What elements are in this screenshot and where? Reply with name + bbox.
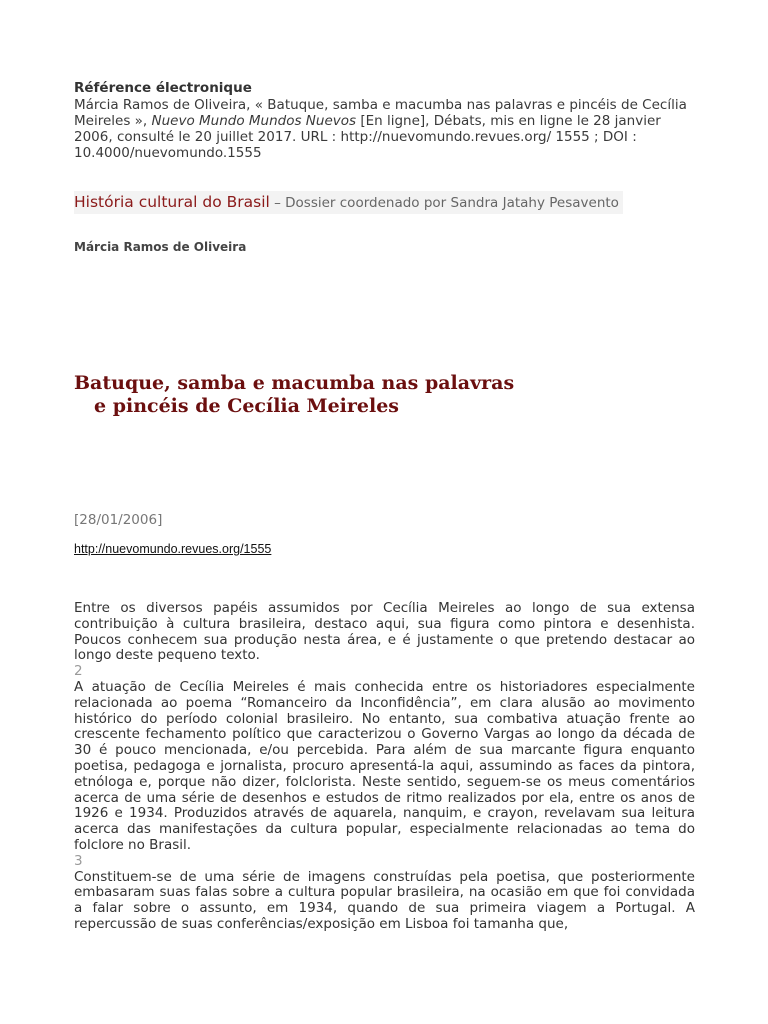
article-title-line-2: e pincéis de Cecília Meireles — [94, 395, 399, 417]
journal-name: Nuevo Mundo Mundos Nuevos — [151, 113, 357, 129]
reference-block — [74, 80, 696, 161]
reference-citation — [74, 97, 696, 161]
dossier-coordinator: – Dossier coordenado por Sandra Jatahy Pesavento — [269, 195, 619, 211]
article-title-line-1: Batuque, samba e macumba nas palavras — [74, 372, 515, 394]
paragraph-number-3[interactable]: 3 — [74, 852, 83, 869]
dossier-banner — [74, 191, 623, 214]
author-name: Márcia Ramos de Oliveira — [74, 240, 247, 254]
publication-date: [28/01/2006] — [74, 512, 163, 528]
dossier-topic-link[interactable]: História cultural do Brasil — [74, 193, 270, 211]
paragraph-3: Constituem-se de uma série de imagens construídas pela poetisa, que posteriormente embasaram suas falas sobre a cultura popular brasileira, na ocasião em que foi convidada a falar sobre o assunto, em 1934, quando de sua primeira viagem a Portugal. A repercussão de suas conferências/exposição em Lisboa foi tamanha que, — [74, 868, 695, 932]
paragraph-2: A atuação de Cecília Meireles é mais conhecida entre os historiadores especialmente relacionada ao poema “Romanceiro da Inconfidência”, em clara alusão ao movimento histórico do período colonial brasileiro. No entanto, sua combativa atuação frente ao crescente fechamento político que caracterizou o Governo Vargas ao longo da década de 30 é pouco mencionada, e/ou percebida. Para além de sua marcante figura enquanto poetisa, pedagoga e jornalista, procuro apresentá-la aqui, assumindo as faces da pintora, etnóloga e, porque não dizer, folclorista. Neste sentido, seguem-se os meus comentários acerca de uma série de desenhos e estudos de ritmo realizados por ela, entre os anos de 1926 e 1934. Produzidos através de aquarela, nanquim, e crayon, revelavam sua leitura acerca das manifestações da cultura popular, especialmente relacionadas ao tema do folclore no Brasil. — [74, 678, 695, 853]
article-url-link[interactable]: http://nuevomundo.revues.org/1555 — [74, 542, 272, 556]
paragraph-1: Entre os diversos papéis assumidos por Cecília Meireles ao longo de sua extensa contribuição à cultura brasileira, destaco aqui, sua figura como pintora e desenhista. Poucos conhecem sua produção nesta área, e é justamente o que pretendo destacar ao longo deste pequeno texto. — [74, 600, 695, 664]
citation-text-before: Márcia Ramos de Oliveira, « Batuque, samba e macumba nas palavras e pincéis de Cecília Meireles », — [74, 97, 687, 129]
article-body — [74, 601, 695, 933]
reference-heading: Référence électronique — [74, 80, 252, 96]
paragraph-number-2[interactable]: 2 — [74, 663, 83, 680]
citation-text-after: [En ligne], Débats, mis en ligne le 28 janvier 2006, consulté le 20 juillet 2017. URL : http://nuevomundo.revues.org/ 1555 ; DOI : 10.4000/nuevomundo.1555 — [74, 113, 661, 161]
article-title — [74, 372, 674, 418]
